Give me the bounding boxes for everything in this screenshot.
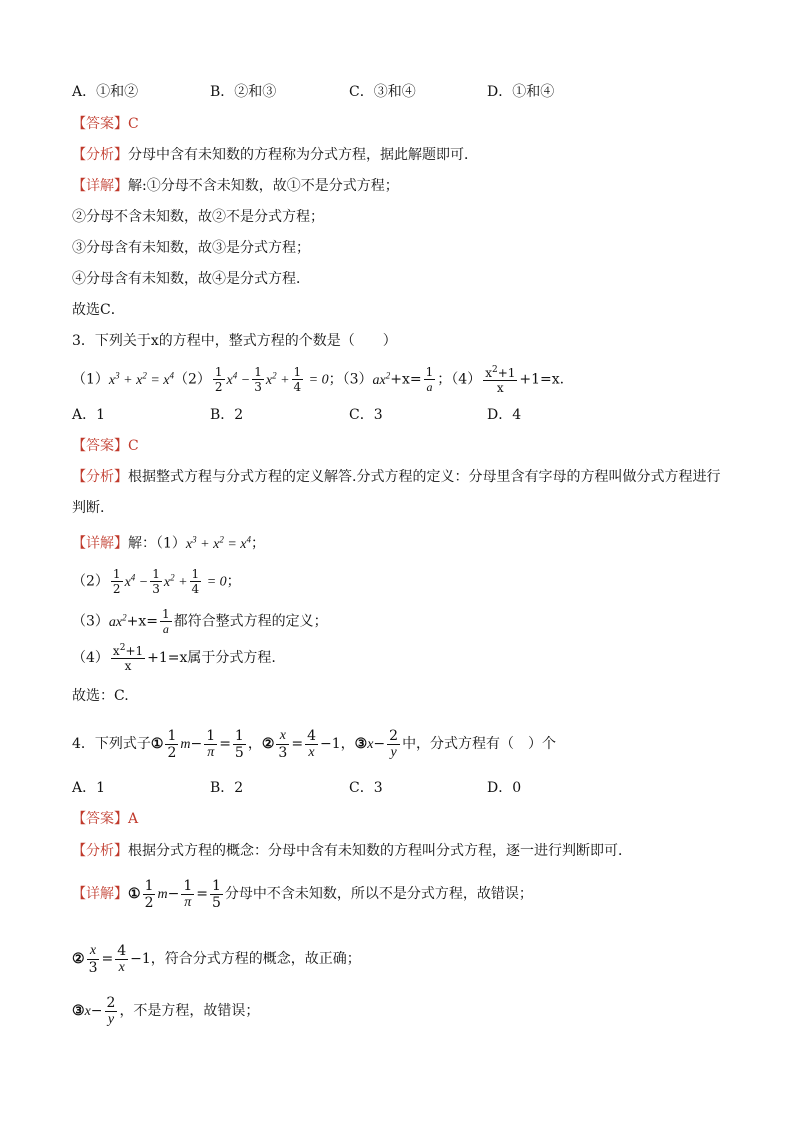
answer-tag: 【答案】 — [72, 116, 128, 132]
q2-option-b: B．②和③ — [210, 84, 277, 100]
q4-option-a: A．1 — [72, 780, 106, 796]
answer-tag: 【答案】 — [72, 438, 128, 454]
detail-3-text: ，不是方程，故错误； — [119, 1003, 260, 1019]
q3-analysis-1 — [72, 467, 720, 487]
analysis-text: 根据分式方程的概念：分母中含有未知数的方程叫分式方程，逐一进行判断即可． — [128, 843, 632, 859]
q3-detail-3: $(3)ax^2+x=$ $\frac{1}{a}$ 都符合整式方程的定义； — [72, 607, 328, 637]
q2-option-a: A．①和② — [72, 84, 139, 100]
q4-option-c: C．3 — [349, 780, 383, 796]
q4-stem-suffix: 中，分式方程有（ ）个 — [402, 736, 557, 752]
q3-option-d: D．4 — [487, 407, 522, 423]
q2-detail-2: ②分母不含未知数，故②不是分式方程； — [72, 209, 324, 225]
note-fractional: 属于分式方程. — [187, 650, 276, 666]
q3-stem: 3．下列关于x的方程中，整式方程的个数是（ ） — [72, 333, 397, 349]
q4-detail-3: ③x− $\frac{2}{y}$ ，不是方程，故错误； — [72, 994, 260, 1027]
analysis-text: 分母中含有未知数的方程称为分式方程，据此解题即可． — [128, 147, 478, 163]
q4-stem: 4．下列式子① $\frac{1}{2}$ m− $\frac{1}{\pi}$ = $\frac{1}{5}$ ，② $\frac{x}{3}$ = $\frac{4}{x}$ −1，③x− $\frac{2}{y}$ 中，分式方程有（ ）个 — [72, 727, 557, 761]
analysis-tag: 【分析】 — [72, 147, 128, 163]
q2-analysis — [72, 145, 478, 165]
q3-detail-2: （2） $\frac{1}{2}$ $x^4$ − $\frac{1}{3}$ $x^2$ + $\frac{1}{4}$ = 0； — [72, 567, 241, 597]
q2-option-c: C．③和④ — [349, 84, 416, 100]
q2-detail-1 — [72, 176, 399, 196]
q2-answer — [72, 114, 139, 134]
q4-detail-1: 【详解】① $\frac{1}{2}$ m− $\frac{1}{\pi}$ = $\frac{1}{5}$ 分母中不含未知数，所以不是分式方程，故错误； — [72, 877, 533, 911]
q4-option-d: D．0 — [487, 780, 522, 796]
detail-tag: 【详解】 — [72, 535, 128, 552]
detail-tag: 【详解】 — [72, 886, 128, 902]
answer-tag: 【答案】 — [72, 811, 128, 827]
answer-value: C — [128, 116, 139, 132]
q3-conclusion: 故选：C. — [72, 688, 129, 704]
q2-option-d: D．①和④ — [487, 84, 555, 100]
q2-detail-4: ④分母含有未知数，故④是分式方程． — [72, 271, 310, 287]
q4-option-b: B．2 — [210, 780, 244, 796]
analysis-tag: 【分析】 — [72, 469, 128, 485]
detail-2-text: ，符合分式方程的概念，故正确； — [150, 951, 361, 967]
q3-option-a: A．1 — [72, 407, 106, 423]
note-integral: 都符合整式方程的定义； — [173, 613, 328, 630]
q3-analysis-2: 判断. — [72, 500, 105, 516]
detail-prefix: 解： — [128, 535, 156, 552]
detail-text: 解:①分母不含未知数，故①不是分式方程； — [128, 178, 399, 194]
analysis-tag: 【分析】 — [72, 843, 128, 859]
q4-stem-prefix: 4．下列式子 — [72, 736, 151, 752]
q3-answer — [72, 436, 139, 456]
q3-equations: $(1)x^3 + x^2 = x^4(2)$ $\frac{1}{2}$ $x^4$ − $\frac{1}{3}$ $x^2$ + $\frac{1}{4}$ = 0；$(3)ax^2+x=$ $\frac{1}{a}$ ；（4） $\frac{x^2+1}{x}$ +1=x. — [72, 364, 565, 395]
answer-value: C — [128, 438, 139, 454]
q2-conclusion: 故选C． — [72, 302, 125, 318]
q4-answer — [72, 809, 138, 829]
q2-detail-3: ③分母含有未知数，故③是分式方程； — [72, 240, 310, 256]
answer-value: A — [128, 811, 139, 827]
q3-option-c: C．3 — [349, 407, 383, 423]
q3-detail-4: （4） $\frac{x^2+1}{x}$ +1=x属于分式方程. — [72, 643, 276, 673]
q3-option-b: B．2 — [210, 407, 244, 423]
detail-tag: 【详解】 — [72, 178, 128, 194]
q3-detail-1: 【详解】解：$(1)x^3 + x^2 = x^4$； — [72, 534, 265, 552]
detail-1-text: 分母中不含未知数，所以不是分式方程，故错误； — [224, 886, 533, 902]
q4-detail-2: ② $\frac{x}{3}$ = $\frac{4}{x}$ −1，符合分式方程的概念，故正确； — [72, 942, 361, 976]
q4-analysis — [72, 841, 632, 861]
analysis-text: 根据整式方程与分式方程的定义解答.分式方程的定义：分母里含有字母的方程叫做分式方程进行 — [128, 469, 721, 485]
